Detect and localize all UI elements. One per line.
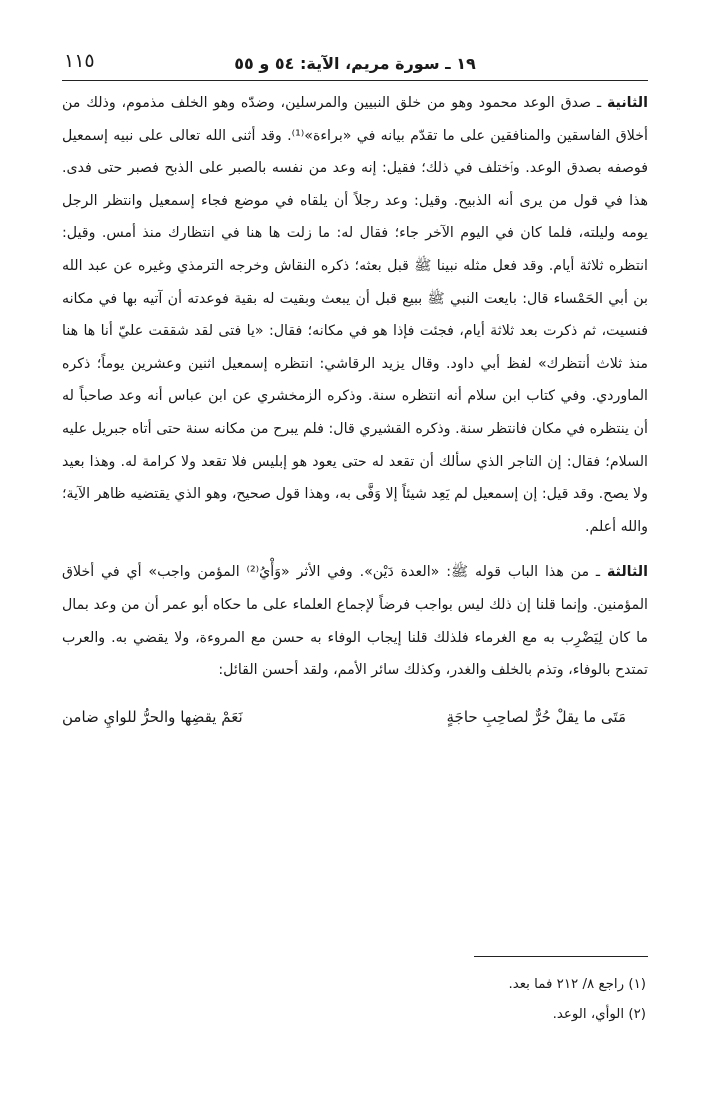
paragraph-second-text: ـ صدق الوعد محمود وهو من خلق النبيين والمرسلين، وضدّه وهو الخلف مذموم، وذلك من أخلاق الفاسقين والمنافقين على ما تقدّم بيانه في «براءة»⁽¹⁾. وقد أثنى الله تعالى على نبيه إسمعيل فوصفه بصدق الوعد. وٱختلف في ذلك؛ فقيل: إنه وعد من نفسه بالصبر على الذبح فصبر حتى فدى. هذا في قول من يرى أنه الذبيح. وقيل: وعد رجلاً أن يلقاه في موضع فجاء إسمعيل وانتظر الرجل يومه وليلته، فلما كان في اليوم الآخر جاء؛ فقال له: ما زلت ها هنا في انتظارك منذ أمس. وقيل: انتظره ثلاثة أيام. وقد فعل مثله نبينا ﷺ قبل بعثه؛ ذكره النقاش وخرجه الترمذي وغيره عن عبد الله بن أبي الحَمْساء قال: بايعت النبي ﷺ ببيع قبل أن يبعث وبقيت له بقية فوعدته أن آتيه بها في مكانه فنسيت، ثم ذكرت بعد ثلاثة أيام، فجئت فإذا هو في مكانه؛ فقال: «يا فتى لقد شققت عليّ أنا ها هنا منذ ثلاث أنتظرك» لفظ أبي داود. وقال يزيد الرقاشي: انتظره إسمعيل اثنين وعشرين يوماً؛ ذكره الماوردي. وفي كتاب ابن سلام أنه انتظره سنة. وذكره الزمخشري عن ابن عباس أنه وعد صاحباً له أن ينتظره في مكان فانتظر سنة. وذكره القشيري قال: فلم يبرح من مكانه سنة حتى أتاه جبريل عليه السلام؛ فقال: إن التاجر الذي سألك أن تقعد له حتى يعود هو إبليس فلا تقعد ولا كرامة له. وهذا بعيد ولا يصح. وقد قيل: إن إسمعيل لم يَعِد شيئاً إلا وَفَّى به، وهذا قول صحيح، وهو الذي يقتضيه ظاهر الآية؛ والله أعلم.	[62, 95, 648, 535]
poem-verse	[62, 695, 648, 739]
book-page	[62, 40, 648, 1080]
section-lead-third: الثالثة	[606, 564, 648, 581]
paragraph-third-text: ـ من هذا الباب قوله ﷺ: «العدة دَيْن». وفي الأثر «وَأْيُ⁽²⁾ المؤمن واجب» أي في أخلاق المؤمنين. وإنما قلنا إن ذلك ليس بواجب فرضاً لإجماع العلماء على ما حكاه أبو عمر أن من وعد بمال ما كان لِيَضْرِب به مع الغرماء فلذلك قلنا إيجاب الوفاء به حسن مع المروءة، ولا يقضي به. والعرب تمتدح بالوفاء، وتذم بالخلف والغدر، وكذلك سائر الأمم، ولقد أحسن القائل:	[62, 564, 648, 679]
main-text	[62, 87, 648, 687]
footnote-2: (٢) الوأي، الوعد.	[552, 1007, 646, 1022]
poem-hemistich-second: نَعَمْ يقضِها والحرُّ للوايِ ضامن	[62, 707, 243, 726]
page-header	[62, 40, 648, 81]
page-number: ١١٥	[64, 50, 95, 72]
footnote-divider	[474, 956, 648, 957]
section-lead-second: الثانية	[606, 95, 648, 111]
running-title: ١٩ ـ سورة مريم، الآية: ٥٤ و ٥٥	[234, 54, 476, 73]
paragraph-second	[62, 87, 648, 543]
footnotes	[508, 970, 646, 1030]
paragraph-third	[62, 556, 648, 686]
footnote-1: (١) راجع ٨/ ٢١٢ فما بعد.	[508, 977, 646, 992]
poem-hemistich-first: مَتَى ما يقلْ حُرٌّ لصاحِبِ حاجَةٍ	[446, 707, 626, 726]
